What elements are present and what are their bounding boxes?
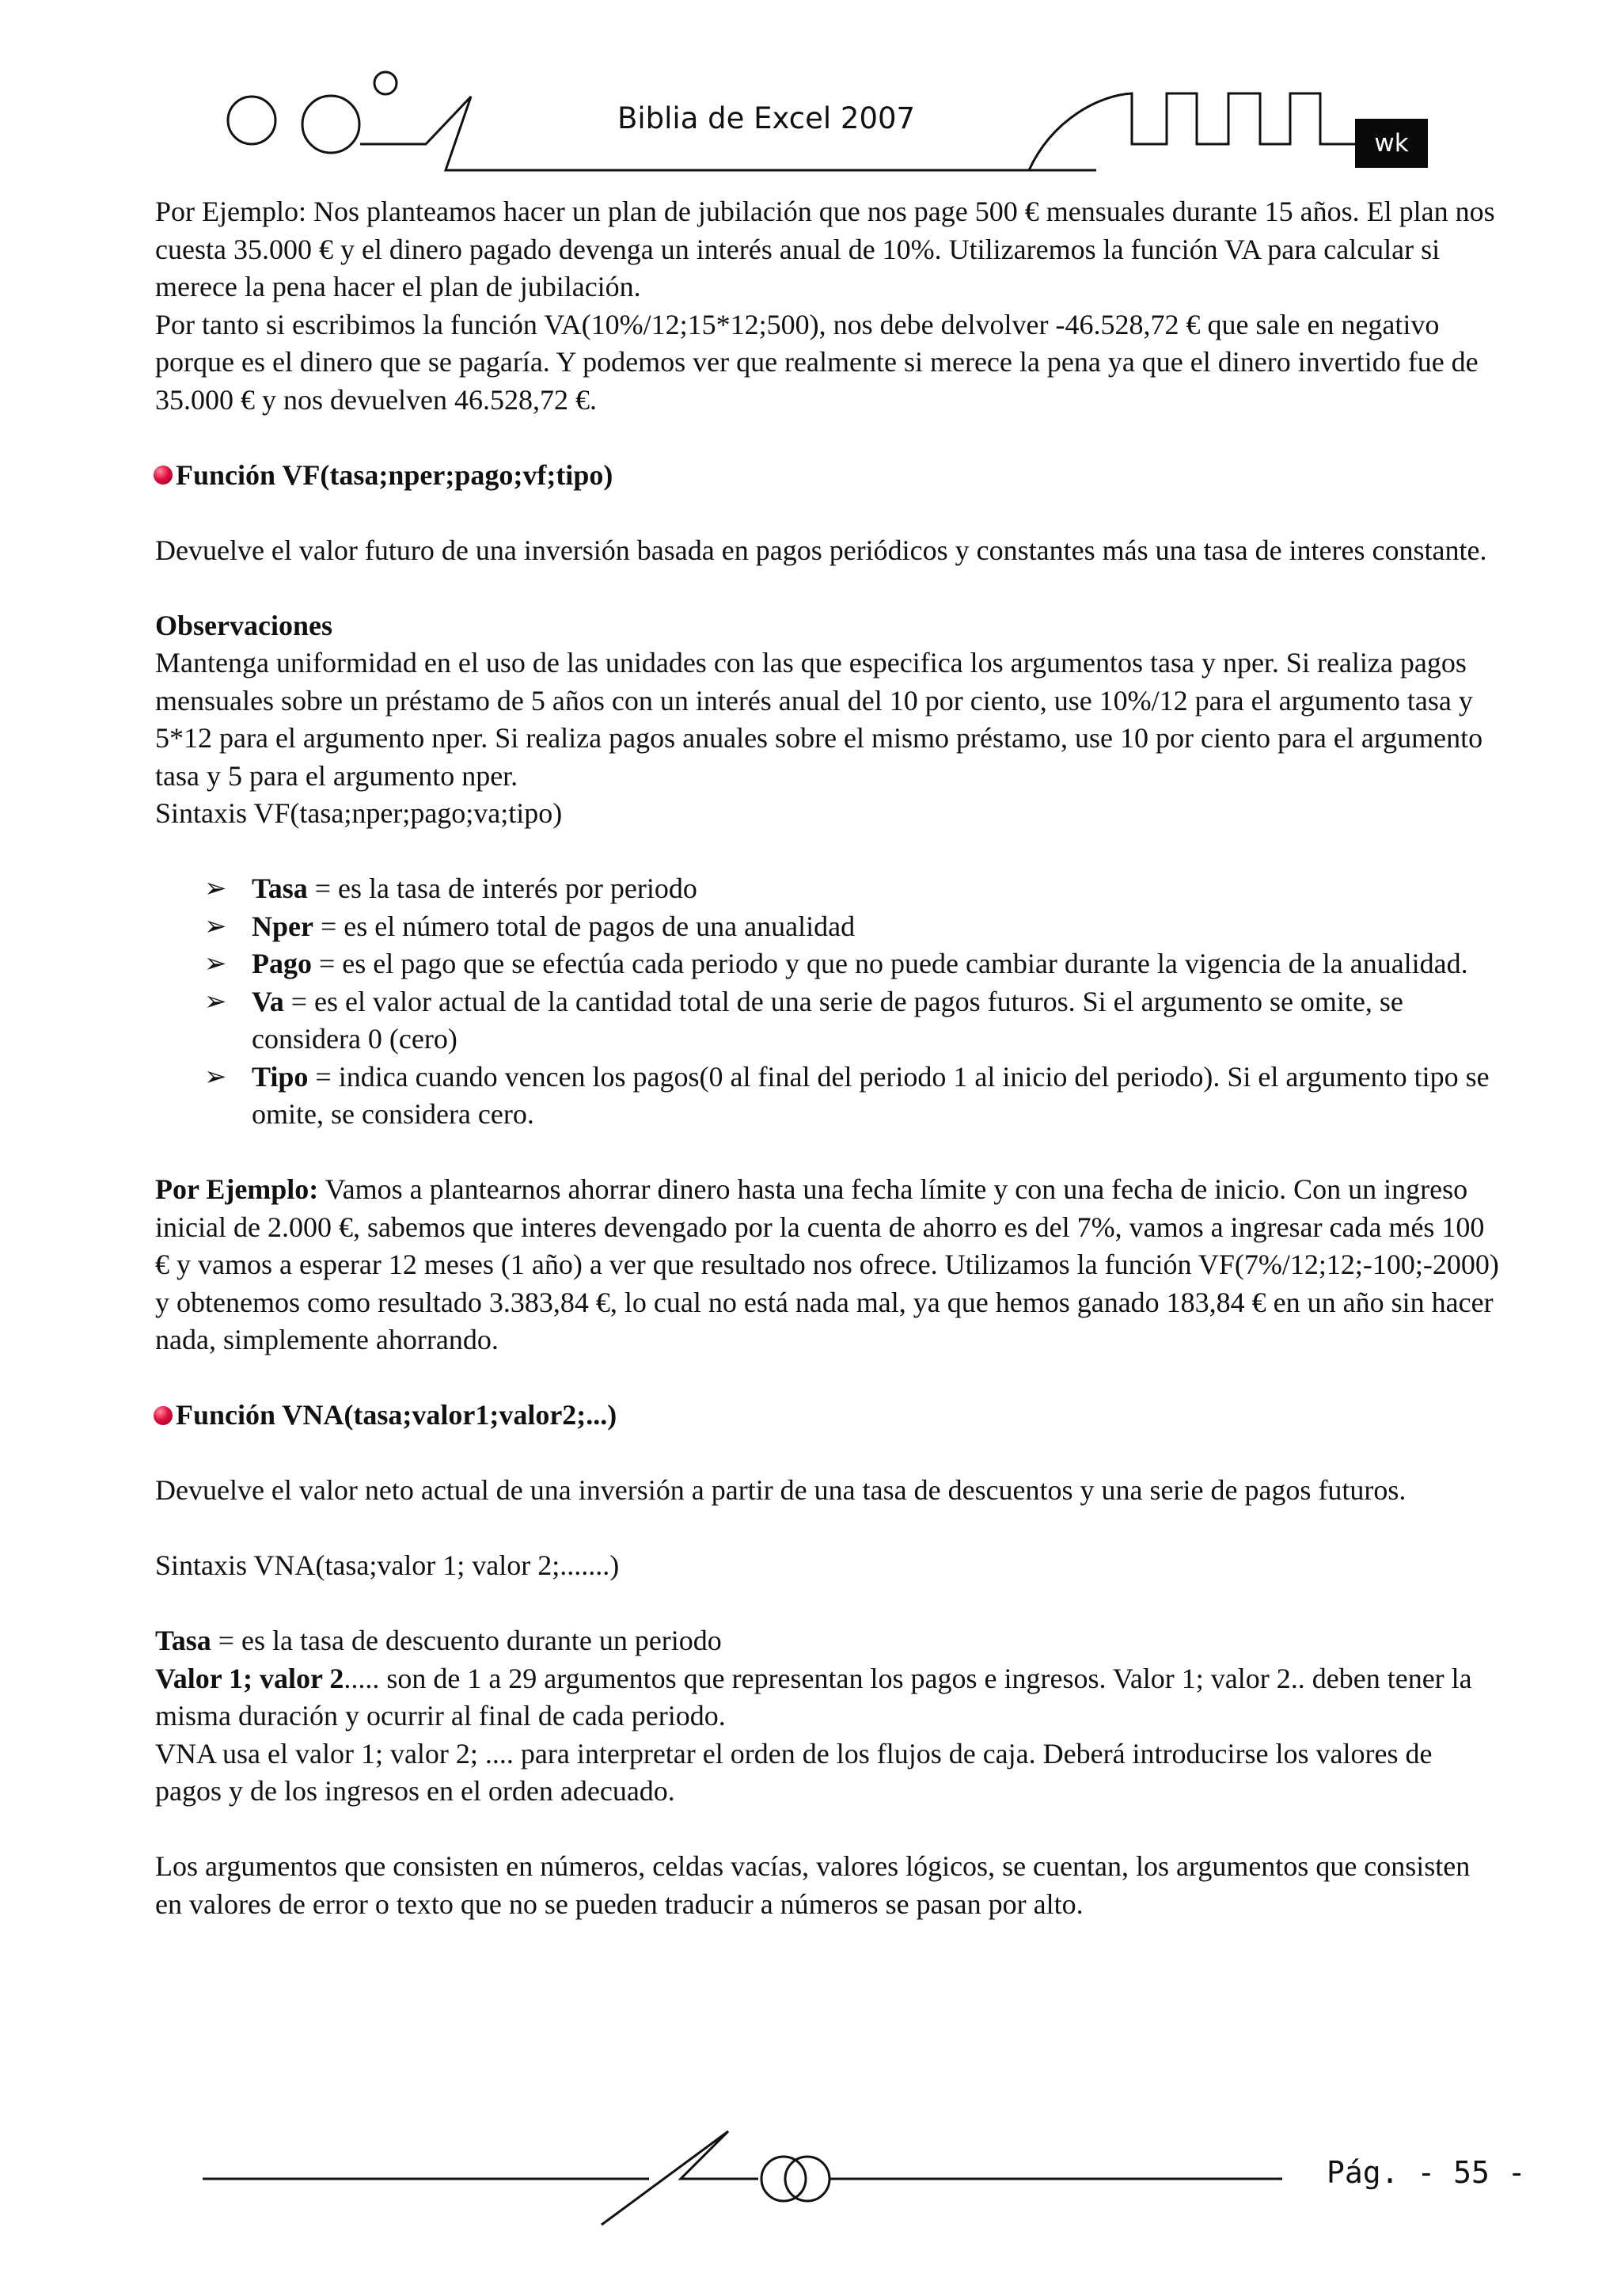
header-title: Biblia de Excel 2007 (617, 101, 916, 135)
observations-heading (155, 607, 1501, 645)
arg-term: Tasa (252, 872, 308, 904)
tasa-term: Tasa (155, 1625, 211, 1656)
list-item (155, 945, 1501, 983)
vna-syntax: Sintaxis VNA(tasa;valor 1; valor 2;.......) (155, 1549, 620, 1581)
list-item (155, 1059, 1501, 1134)
vna-heading (155, 1397, 1501, 1435)
list-item (155, 983, 1501, 1059)
arg-desc: = es el número total de pagos de una anualidad (313, 910, 856, 942)
arg-desc: = es la tasa de interés por periodo (307, 872, 697, 904)
valor-term: Valor 1; valor 2 (155, 1662, 344, 1694)
arrow-bullet-icon: ➢ (204, 1060, 227, 1093)
vf-heading-text: Función VF(tasa;nper;pago;vf;tipo) (176, 458, 613, 491)
header-circle-mid (302, 96, 359, 153)
vf-description: Devuelve el valor futuro de una inversión basada en pagos periódicos y constantes más una tasa de interes constante. (155, 534, 1487, 566)
red-bullet-icon (154, 1406, 173, 1425)
vna-valor (155, 1660, 1501, 1735)
arrow-bullet-icon: ➢ (204, 948, 227, 979)
intro-paragraph-2: Por tanto si escribimos la función VA(10%/12;15*12;500), nos debe delvolver -46.528,72 € que sale en negativo porque es el dinero que se pagaría. Y podemos ver que realmente si merece la pena ya que el dinero invertido fue de 35.000 € y nos devuelven 46.528,72 €. (155, 308, 1479, 416)
header-wave-line (1029, 93, 1355, 170)
valor-desc: ..... son de 1 a 29 argumentos que representan los pagos e ingresos. Valor 1; valor 2.. deben tener la misma duración y ocurrir al final de cada periodo. (155, 1662, 1472, 1732)
arg-term: Va (252, 985, 284, 1017)
list-item (155, 908, 1501, 946)
red-bullet-icon (154, 466, 173, 485)
tasa-desc: = es la tasa de descuento durante un periodo (211, 1625, 722, 1656)
example-label: Por Ejemplo: (155, 1173, 319, 1205)
arrow-bullet-icon: ➢ (204, 985, 227, 1017)
arrow-bullet-icon: ➢ (204, 910, 227, 942)
arg-term: Tipo (252, 1060, 309, 1093)
vf-syntax: Sintaxis VF(tasa;nper;pago;va;tipo) (155, 797, 563, 829)
observations-text: Mantenga uniformidad en el uso de las unidades con las que especifica los argumentos tasa y nper. Si realiza pagos mensuales sobre un préstamo de 5 años con un interés anual del 10 por ciento, use 10%/12 para el argumento tasa y 5*12 para el argumento nper. Si realiza pagos anuales sobre el mismo préstamo, use 10 por ciento para el argumento tasa y 5 para el argumento nper. (155, 647, 1483, 792)
vna-description: Devuelve el valor neto actual de una inversión a partir de una tasa de descuentos y una serie de pagos futuros. (155, 1474, 1407, 1506)
arg-desc: = es el pago que se efectúa cada periodo y que no puede cambiar durante la vigencia de la anualidad. (312, 948, 1468, 979)
vf-arguments-list (155, 870, 1501, 1134)
arg-term: Pago (252, 948, 312, 979)
intro-paragraph-1: Por Ejemplo: Nos planteamos hacer un plan de jubilación que nos page 500 € mensuales durante 15 años. El plan nos cuesta 35.000 € y el dinero pagado devenga un interés anual de 10%. Utilizaremos la función VA para calcular si merece la pena hacer el plan de jubilación. (155, 196, 1495, 302)
vna-use: VNA usa el valor 1; valor 2; .... para interpretar el orden de los flujos de caja. Deberá introducirse los valores de pagos y de los ingresos en el orden adecuado. (155, 1737, 1433, 1807)
vna-final-paragraph: Los argumentos que consisten en números, celdas vacías, valores lógicos, se cuentan, los argumentos que consisten en valores de error o texto que no se pueden traducir a números se pasan por alto. (155, 1850, 1471, 1920)
footer-circle-right (785, 2157, 829, 2201)
example-text: Vamos a plantearnos ahorrar dinero hasta una fecha límite y con una fecha de inicio. Con un ingreso inicial de 2.000 €, sabemos que interes devengado por la cuenta de ahorro es del 7%, vamos a ingresar cada més 100 € y vamos a esperar 12 meses (1 año) a ver que resultado nos ofrece. Utilizamos la función VF(7%/12;12;-100;-2000) y obtenemos como resultado 3.383,84 €, lo cual no está nada mal, ya que hemos ganado 183,84 € en un año sin hacer nada, simplemente ahorrando. (155, 1173, 1499, 1355)
vf-example (155, 1171, 1501, 1359)
page-number: Pág. - 55 - (1327, 2155, 1526, 2190)
vna-tasa (155, 1622, 1501, 1660)
observations-heading-text: Observaciones (155, 609, 332, 641)
arrow-bullet-icon: ➢ (204, 872, 227, 904)
arg-term: Nper (252, 910, 313, 942)
header-circle-small (374, 72, 397, 94)
header-circle-left (228, 97, 275, 144)
footer-circle-left (761, 2157, 806, 2201)
list-item (155, 870, 1501, 908)
vna-heading-text: Función VNA(tasa;valor1;valor2;...) (176, 1399, 617, 1431)
vf-heading (155, 457, 1501, 495)
arg-desc: = es el valor actual de la cantidad total de una serie de pagos futuros. Si el argumento se omite, se considera 0 (cero) (252, 985, 1403, 1055)
header-badge: wk (1355, 119, 1428, 168)
arg-desc: = indica cuando vencen los pagos(0 al final del periodo 1 al inicio del periodo). Si el argumento tipo se omite, se considera cero. (252, 1060, 1490, 1130)
document-body (155, 193, 1501, 1923)
